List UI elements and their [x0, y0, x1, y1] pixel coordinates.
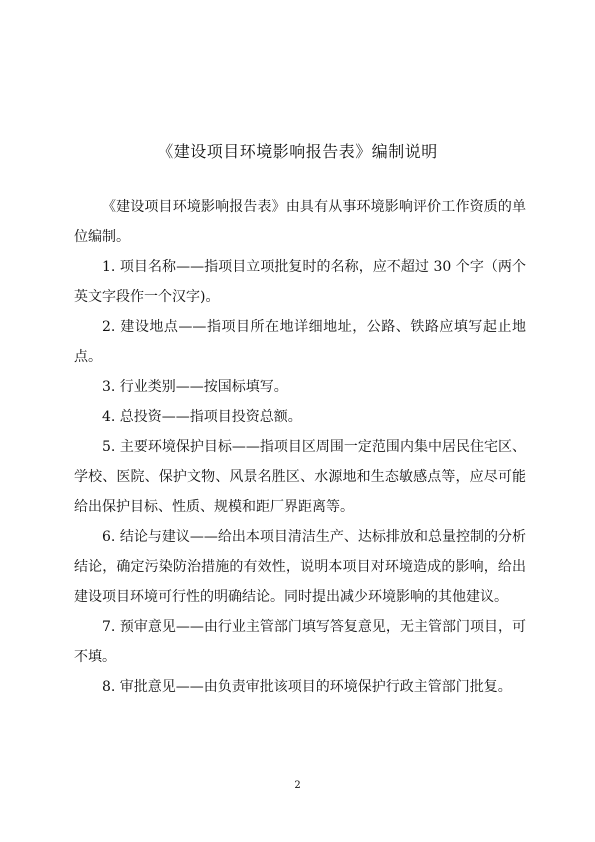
item-protection-targets: 5. 主要环境保护目标——指项目区周围一定范围内集中居民住宅区、学校、医院、保护文物、风景名胜区、水源地和生态敏感点等，应尽可能给出保护目标、性质、规模和距厂界距离等。 [74, 439, 526, 515]
item-conclusions: 6. 结论与建议——给出本项目清洁生产、达标排放和总量控制的分析结论，确定污染防治措施的有效性，说明本项目对环境造成的影响，给出建设项目环境可行性的明确结论。同时提出减少环境影响的其他建议。 [74, 529, 526, 605]
item-approval: 8. 审批意见——由负责审批该项目的环境保护行政主管部门批复。 [102, 679, 512, 695]
intro-paragraph: 《建设项目环境影响报告表》由具有从事环境影响评价工作资质的单位编制。 [74, 199, 526, 245]
item-pre-review: 7. 预审意见——由行业主管部门填写答复意见，无主管部门项目，可不填。 [74, 619, 526, 665]
item-total-investment: 4. 总投资——指项目投资总额。 [102, 409, 302, 425]
page-number: 2 [294, 780, 301, 791]
item-project-name: 1. 项目名称——指项目立项批复时的名称，应不超过 30 个字（两个英文字段作一个汉字)。 [74, 259, 526, 305]
item-industry-category: 3. 行业类别——按国标填写。 [102, 379, 288, 395]
document-title: 《建设项目环境影响报告表》编制说明 [157, 142, 438, 161]
document-body [74, 192, 526, 702]
item-construction-site: 2. 建设地点——指项目所在地详细地址，公路、铁路应填写起止地点。 [74, 319, 526, 365]
